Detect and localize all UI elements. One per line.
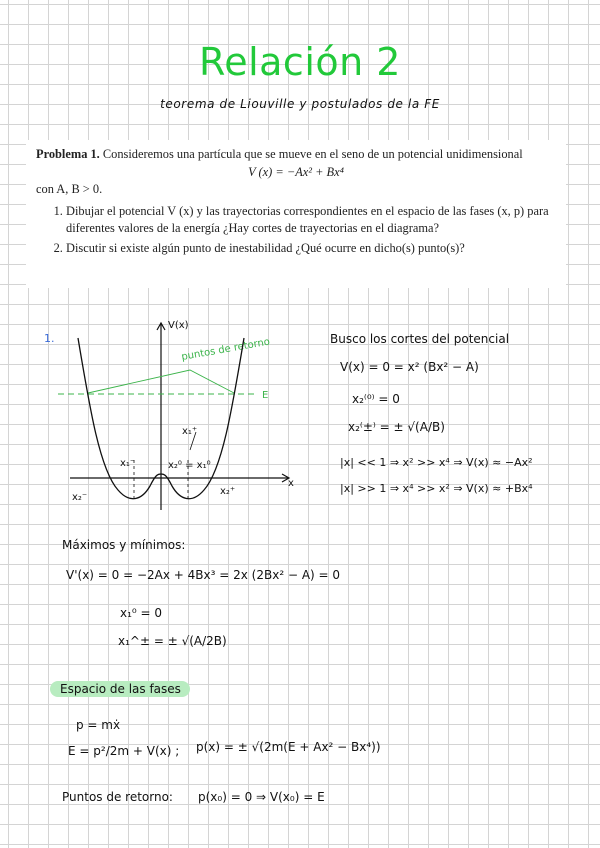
y-axis-label: V(x) xyxy=(168,320,189,331)
problem-item: 1. Dibujar el potencial V (x) y las trayectorias correspondientes en el espacio de las fases (x, p) para diferentes valores de la energía ¿Hay cortes de trayectorias en el diagrama? xyxy=(66,203,556,238)
x-axis-label: x xyxy=(288,478,294,489)
problem-intro: Consideremos una partícula que se mueve en el seno de un potencial unidimensional xyxy=(102,147,523,161)
problem-statement xyxy=(26,140,566,288)
momentum-of-x: p(x) = ± √(2m(E + Ax² − Bx⁴)) xyxy=(196,740,381,754)
momentum-definition: p = mẋ xyxy=(76,718,121,732)
extremum-pm: x₁^± = ± √(A/2B) xyxy=(118,634,227,648)
roots-pm: x₂⁽±⁾ = ± √(A/B) xyxy=(348,420,445,434)
x1-plus-label: x₁⁺ xyxy=(182,426,198,437)
problem-item: 2. Discutir si existe algún punto de inestabilidad ¿Qué ocurre en dicho(s) punto(s)? xyxy=(66,240,556,258)
x2-plus-label: x₂⁺ xyxy=(220,486,236,497)
page-subtitle: teorema de Liouville y postulados de la FE xyxy=(160,97,440,111)
large-x-approx: |x| >> 1 ⇒ x⁴ >> x² ⇒ V(x) ≈ +Bx⁴ xyxy=(340,482,533,495)
sketch-item-number: 1. xyxy=(44,332,55,345)
problem-condition: con A, B > 0. xyxy=(36,182,103,196)
extremum-zero: x₁⁰ = 0 xyxy=(120,606,163,620)
problem-label: Problema 1. xyxy=(36,147,100,161)
cortes-equation: V(x) = 0 = x² (Bx² − A) xyxy=(340,360,479,374)
page-title: Relación 2 xyxy=(199,40,401,84)
phase-space-title: Espacio de las fases xyxy=(60,682,181,696)
energy-equation: E = p²/2m + V(x) ; xyxy=(68,744,180,758)
potential-sketch xyxy=(30,310,320,520)
turning-points-condition: p(x₀) = 0 ⇒ V(x₀) = E xyxy=(198,790,325,804)
problem-intro-line xyxy=(36,146,556,164)
cortes-title: Busco los cortes del potencial xyxy=(330,332,510,346)
potential-equation: V (x) = −Ax² + Bx⁴ xyxy=(248,164,344,179)
derivative-equation: V'(x) = 0 = −2Ax + 4Bx³ = 2x (2Bx² − A) = 0 xyxy=(66,568,341,582)
root-zero: x₂⁽⁰⁾ = 0 xyxy=(352,392,400,406)
problem-items xyxy=(36,203,556,258)
energy-label: E xyxy=(262,390,269,401)
maxmin-title: Máximos y mínimos: xyxy=(62,538,186,552)
turning-points-label: puntos de retorno xyxy=(180,336,271,363)
small-x-approx: |x| << 1 ⇒ x² >> x⁴ ⇒ V(x) ≈ −Ax² xyxy=(340,456,533,469)
turning-points-title: Puntos de retorno: xyxy=(62,790,173,804)
x2-minus-label: x₂⁻ xyxy=(72,492,88,503)
x1-minus-label: x₁⁻ xyxy=(120,458,136,469)
x2-x1-zero-label: x₂⁰ = x₁⁰ xyxy=(168,460,211,471)
